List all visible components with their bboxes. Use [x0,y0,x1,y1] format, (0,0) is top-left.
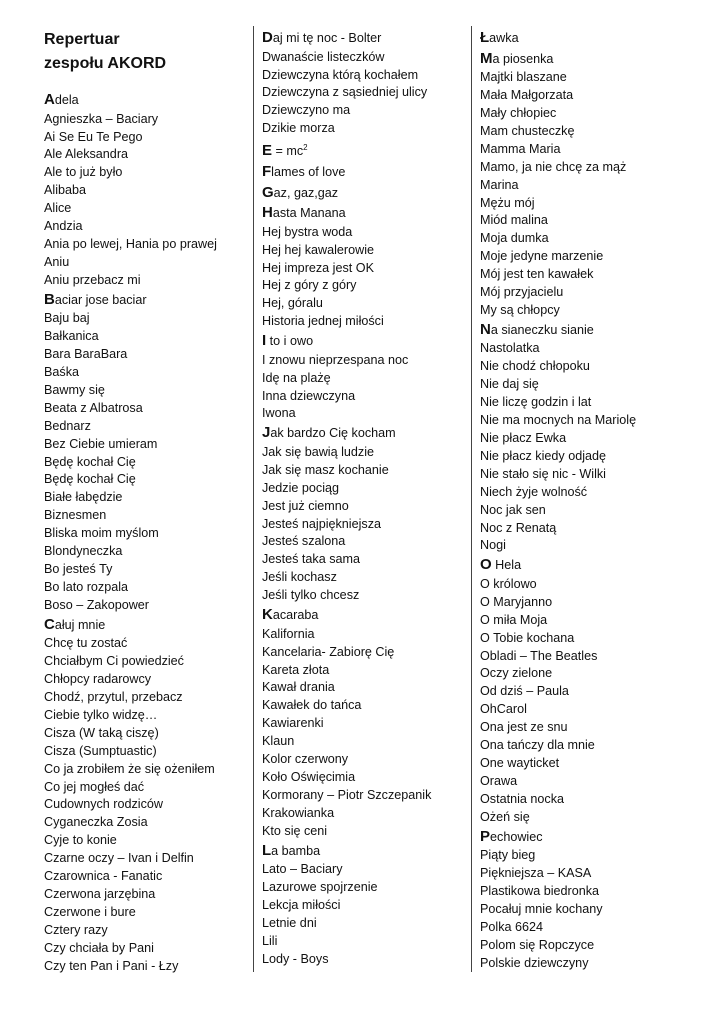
song-title: Cztery razy [44,922,108,937]
song-title: Lody - Boys [262,951,329,966]
song-title: One wayticket [480,756,560,770]
song-list [480,28,690,973]
song-title: Lazurowe spojrzenie [262,880,378,895]
song-title: Kawałek do tańca [262,698,362,713]
song-title: Agnieszka – Baciary [44,111,159,126]
song-column-3 [480,28,690,973]
song-title-rest: az, gaz,gaz [273,185,339,200]
song-title: Nie chodź chłopoku [480,359,590,374]
song-title: Nie płacz kiedy odjadę [480,448,607,463]
song-title: Bo lato rozpala [44,579,129,594]
letter-initial: O [480,556,492,574]
song-title: Koło Oświęcimia [262,769,356,784]
column-divider [471,26,472,972]
song-title [262,203,467,224]
song-title: Hej hej kawalerowie [262,242,374,257]
letter-initial: P [480,827,491,845]
song-title: Alice [44,201,72,216]
song-title [262,605,467,626]
song-title: Piękniejsza – KASA [480,866,592,881]
song-title: Mamo, ja nie chcę za mąż [480,159,627,174]
letter-initial: H [262,204,273,222]
song-title: Polskie dziewczyny [480,955,589,970]
song-title-rest: ałuj mnie [54,617,106,632]
song-title: Aniu przebacz mi [44,272,141,287]
song-title: Bednarz [44,418,91,433]
page-title [44,28,244,76]
song-title: Klaun [262,734,295,749]
column-divider [253,26,254,972]
song-title: Jeśli tylko chcesz [262,588,360,603]
song-title: Piąty bieg [480,848,536,863]
song-title: Jeśli kochasz [262,570,337,585]
song-title: Idę na plażę [262,370,331,385]
song-title: Polka 6624 [480,919,544,934]
song-title [44,615,244,636]
song-title: Chłopcy radarowcy [44,672,152,687]
song-list [262,28,467,969]
letter-initial: I [262,332,267,350]
song-title: Kormorany – Piotr Szczepanik [262,787,432,802]
song-title: Cisza (W taką ciszę) [44,725,159,740]
song-title: Białe łabędzie [44,490,123,505]
song-title: Będę kochał Cię [44,472,136,487]
song-title: Moja dumka [480,231,549,246]
song-title: Marina [480,177,519,192]
song-title-rest: echowiec [490,829,543,844]
song-title: Ale to już było [44,165,123,180]
song-title [262,841,467,862]
song-title: Mój przyjacielu [480,285,564,300]
song-title: Noc z Renatą [480,520,557,535]
song-title: Kto się ceni [262,823,328,838]
song-title: Blondyneczka [44,544,123,559]
song-title: Kareta złota [262,662,330,677]
song-title: Ona tańczy dla mnie [480,738,595,753]
song-title: Jesteś najpiękniejsza [262,516,382,531]
letter-initial: M [480,49,493,67]
song-title: Dzikie morza [262,121,335,136]
song-title: Inna dziewczyna [262,388,356,403]
letter-initial: F [262,162,272,180]
superscript: 2 [303,143,308,153]
song-title-rest: ak bardzo Cię kocham [270,426,396,441]
song-title-rest: lames of love [271,164,346,179]
song-title [262,183,467,204]
song-title-rest: a sianeczku sianie [490,322,594,337]
letter-initial: E [262,142,273,160]
song-title [480,320,690,341]
song-title-rest: acaraba [272,608,319,623]
song-title: Iwona [262,406,296,421]
song-title: Biznesmen [44,508,107,523]
song-title: Kolor czerwony [262,752,349,767]
song-title: Dziewczyna którą kochałem [262,67,419,82]
song-title: Czy ten Pan i Pani - Łzy [44,958,179,973]
song-title [44,90,244,111]
song-title: Co ja zrobiłem że się ożeniłem [44,761,215,776]
song-title: O miła Moja [480,612,548,627]
song-title-rest: aj mi tę noc - Bolter [272,31,382,45]
song-title: O Tobie kochana [480,630,575,645]
song-title: Dziewczyno ma [262,103,351,118]
song-title: Bo jesteś Ty [44,561,113,576]
song-title: Chcę tu zostać [44,636,128,651]
song-title: Lekcja miłości [262,897,341,912]
song-title: Bałkanica [44,329,99,344]
song-title: My są chłopcy [480,302,560,317]
song-title: Jesteś taka sama [262,552,360,567]
song-title: Czerwona jarzębina [44,886,156,901]
song-title: Moje jedyne marzenie [480,249,604,264]
song-title: Letnie dni [262,915,317,930]
song-title: Będę kochał Cię [44,454,136,469]
song-title: Chodź, przytul, przebacz [44,689,183,704]
song-title-rest: = mc [272,144,304,159]
song-title: Alibaba [44,183,87,198]
letter-initial: N [480,320,491,338]
letter-initial: C [44,615,55,633]
song-title: Kawiarenki [262,716,324,731]
song-title: Jak się bawią ludzie [262,444,375,459]
song-title [44,290,244,311]
song-title: Baju baj [44,311,90,326]
song-title-rest: Hela [491,558,522,573]
song-title: Hej, góralu [262,296,323,311]
song-title [262,331,467,352]
song-title: Niech żyje wolność [480,484,588,499]
song-title: Aniu [44,254,70,269]
song-title: Nie ma mocnych na Mariolę [480,413,637,428]
song-title: O Maryjanno [480,594,553,609]
song-title [262,138,467,162]
song-title: Andzia [44,219,83,234]
song-title: Cudownych rodziców [44,797,163,812]
song-title: Cyganeczka Zosia [44,815,148,830]
song-title [262,28,467,49]
song-title: Mała Małgorzata [480,88,574,103]
song-title: Dziewczyna z sąsiedniej ulicy [262,85,428,100]
song-title: Obladi – The Beatles [480,648,598,663]
song-title: Mamma Maria [480,141,561,156]
song-title: Kancelaria- Zabiorę Cię [262,644,395,659]
song-title [262,423,467,444]
song-title [262,162,467,183]
title-line-2: zespołu AKORD [44,55,167,72]
song-title: Lato – Baciary [262,862,343,877]
song-title: Czerwone i bure [44,904,136,919]
song-title: Ożeń się [480,809,530,824]
song-title: Ania po lewej, Hania po prawej [44,236,217,251]
song-title-rest: dela [54,93,79,107]
song-title: Hej bystra woda [262,224,353,239]
song-title [480,827,690,848]
song-title: Mam chusteczkę [480,123,575,138]
song-title: Baśka [44,364,80,379]
song-title: Nie daj się [480,377,539,392]
song-title: Nie płacz Ewka [480,431,567,445]
song-title: Od dziś – Paula [480,684,569,699]
song-title: Hej z góry z góry [262,278,357,293]
song-title: Ona jest ze snu [480,720,568,735]
song-title: Kalifornia [262,626,315,641]
song-title: Czy chciała by Pani [44,940,154,955]
song-title: Boso – Zakopower [44,597,150,612]
song-title: Cisza (Sumptuastic) [44,743,157,758]
song-title: Co jej mogłeś dać [44,779,145,794]
song-title: Ciebie tylko widzę… [44,707,158,722]
song-title: Ale Aleksandra [44,147,129,162]
song-title: Dwanaście listeczków [262,49,385,64]
song-title [480,28,690,49]
song-title: Czarownica - Fanatic [44,869,163,884]
song-title: Polom się Ropczyce [480,937,595,952]
song-title: Mały chłopiec [480,106,557,120]
song-title: OhCarol [480,702,527,717]
song-title: Nie liczę godzin i lat [480,395,592,410]
song-title: Krakowianka [262,805,335,820]
letter-initial: Ł [480,29,490,46]
letter-initial: G [262,183,274,201]
song-title-rest: asta Manana [272,206,346,221]
song-title: Kawał drania [262,680,335,695]
song-title: Bara BaraBara [44,347,128,362]
song-title: Bliska moim myślom [44,526,159,541]
song-title: Beata z Albatrosa [44,400,143,415]
song-title: Pocałuj mnie kochany [480,901,603,916]
song-title: Nie stało się nic - Wilki [480,466,606,481]
song-title [480,49,690,70]
song-title-rest: to i owo [266,334,314,349]
song-title: Miód malina [480,213,548,228]
song-title: Bawmy się [44,382,105,397]
song-title: Czarne oczy – Ivan i Delfin [44,851,194,866]
song-title: Jak się masz kochanie [262,462,389,477]
song-title: Chciałbym Ci powiedzieć [44,654,184,669]
title-line-1: Repertuar [44,31,120,48]
letter-initial: J [262,424,271,442]
song-title: Cyje to konie [44,833,117,848]
song-title: Plastikowa biedronka [480,884,600,899]
song-title-rest: a bamba [271,843,321,858]
song-title-rest: aciar jose baciar [54,292,147,307]
song-title: Mężu mój [480,195,535,210]
song-title: O królowo [480,576,537,591]
song-title: Jest już ciemno [262,498,349,513]
song-title: Oczy zielone [480,666,553,681]
letter-initial: K [262,606,273,624]
song-title: Historia jednej miłości [262,314,384,329]
song-title: Mój jest ten kawałek [480,267,594,282]
song-title-rest: a piosenka [492,51,554,66]
song-column-2 [262,28,467,969]
song-title-rest: awka [489,31,519,45]
song-title: Nogi [480,538,506,553]
song-column-1 [44,28,244,975]
song-title: Majtki blaszane [480,70,567,85]
song-title: Nastolatka [480,341,540,356]
song-title: Hej impreza jest OK [262,260,374,275]
song-title: Jesteś szalona [262,534,346,549]
letter-initial: B [44,290,55,308]
letter-initial: A [44,91,55,108]
song-title: Bez Ciebie umieram [44,436,158,451]
letter-initial: D [262,29,273,46]
song-title: Jedzie pociąg [262,480,340,495]
song-title [480,555,690,576]
song-title: I znowu nieprzespana noc [262,352,409,367]
letter-initial: L [262,841,272,859]
song-title: Orawa [480,773,518,788]
song-title: Noc jak sen [480,502,546,517]
song-title: Ai Se Eu Te Pego [44,129,143,144]
song-title: Ostatnia nocka [480,791,565,806]
song-title: Lili [262,933,278,948]
song-list [44,90,244,975]
